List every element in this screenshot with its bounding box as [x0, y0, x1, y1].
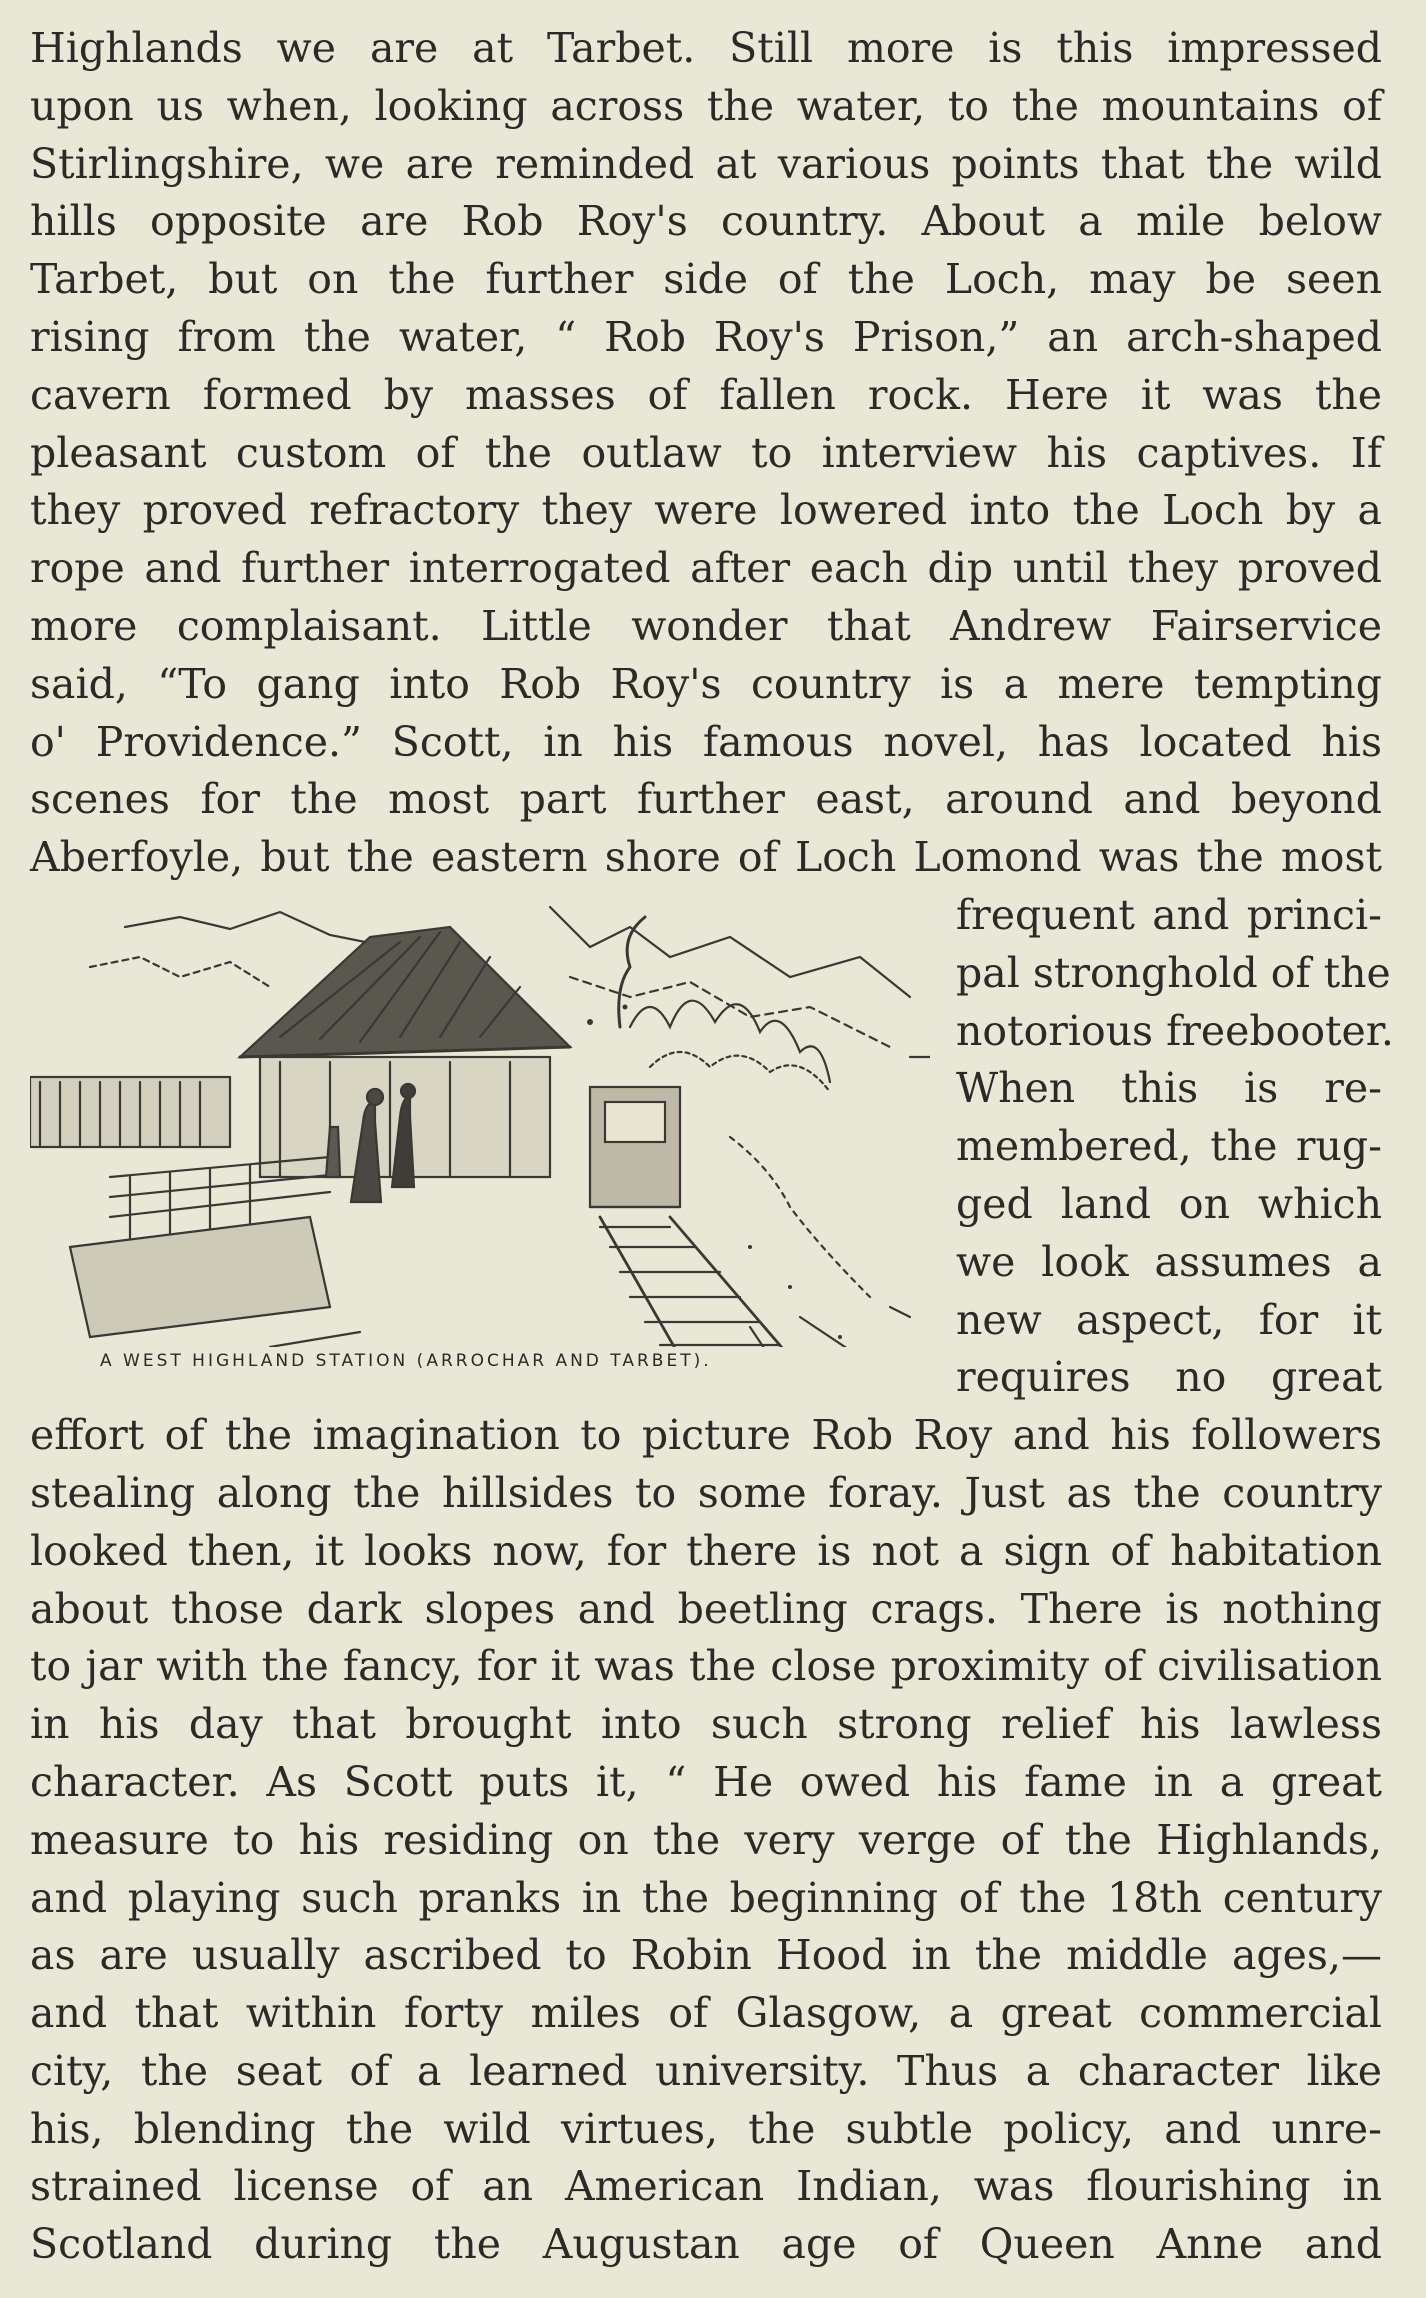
text-line: and playing such pranks in the beginning of the 18th century	[30, 1873, 1382, 1922]
text-line: they proved refractory they were lowered into the Loch by a	[30, 486, 1382, 535]
text-line: requires no great	[956, 1353, 1382, 1402]
text-line: rope and further interrogated after each dip until they proved	[30, 544, 1382, 593]
station-engraving-icon	[30, 887, 930, 1347]
text-line: ged land on which	[956, 1179, 1382, 1228]
text-line: and that within forty miles of Glasgow, a great commercial	[30, 1989, 1382, 2038]
text-line: When this is re-	[956, 1064, 1382, 1113]
text-line: scenes for the most part further east, around and beyond	[30, 775, 1382, 824]
text-line: Tarbet, but on the further side of the Loch, may be seen	[30, 255, 1382, 304]
text-line: strained license of an American Indian, was flourishing in	[30, 2162, 1382, 2211]
text-line: looked then, it looks now, for there is not a sign of habitation	[30, 1526, 1382, 1575]
text-block-side	[956, 887, 1394, 1407]
text-line: pal stronghold of the	[956, 948, 1391, 997]
text-line: rising from the water, “ Rob Roy's Prison,” an arch-shaped	[30, 312, 1382, 361]
text-line: effort of the imagination to picture Rob Roy and his followers	[30, 1411, 1382, 1460]
text-line: his, blending the wild virtues, the subtle policy, and unre-	[30, 2104, 1382, 2153]
text-line: city, the seat of a learned university. Thus a character like	[30, 2046, 1382, 2095]
text-line: more complaisant. Little wonder that Andrew Fairservice	[30, 601, 1382, 650]
text-block-top	[30, 20, 1382, 887]
text-line: pleasant custom of the outlaw to interview his captives. If	[30, 428, 1382, 477]
text-line: we look assumes a	[956, 1237, 1382, 1286]
page-text	[30, 20, 1394, 2274]
text-line: upon us when, looking across the water, to the mountains of	[30, 81, 1382, 130]
text-line: notorious freebooter.	[956, 1006, 1394, 1055]
station-illustration	[30, 887, 930, 1407]
text-line: about those dark slopes and beetling crags. There is nothing	[30, 1584, 1382, 1633]
text-line: new aspect, for it	[956, 1295, 1382, 1344]
text-line: frequent and princi-	[956, 890, 1382, 939]
text-line: membered, the rug-	[956, 1122, 1382, 1171]
text-line: o' Providence.” Scott, in his famous novel, has located his	[30, 717, 1382, 766]
text-line: stealing along the hillsides to some foray. Just as the country	[30, 1468, 1382, 1517]
text-line: as are usually ascribed to Robin Hood in the middle ages,—	[30, 1931, 1382, 1980]
text-line: Highlands we are at Tarbet. Still more is this impressed	[30, 24, 1382, 72]
text-line: character. As Scott puts it, “ He owed his fame in a great	[30, 1757, 1382, 1806]
text-line: cavern formed by masses of fallen rock. Here it was the	[30, 370, 1382, 419]
text-line: Scotland during the Augustan age of Queen Anne and	[30, 2220, 1382, 2269]
text-line: said, “To gang into Rob Roy's country is a mere tempting	[30, 659, 1382, 708]
text-block-bottom	[30, 1407, 1382, 2274]
figure-wrap-row	[30, 887, 1394, 1407]
text-line: in his day that brought into such strong relief his lawless	[30, 1700, 1382, 1749]
text-line: hills opposite are Rob Roy's country. About a mile below	[30, 197, 1382, 246]
figure-caption: A WEST HIGHLAND STATION (ARROCHAR AND TARBET).	[100, 1350, 712, 1371]
text-line: measure to his residing on the very verge of the Highlands,	[30, 1815, 1382, 1864]
text-line: Aberfoyle, but the eastern shore of Loch Lomond was the most	[30, 833, 1382, 882]
text-line: Stirlingshire, we are reminded at various points that the wild	[30, 139, 1382, 188]
text-line: to jar with the fancy, for it was the close proximity of civilisation	[30, 1642, 1382, 1691]
